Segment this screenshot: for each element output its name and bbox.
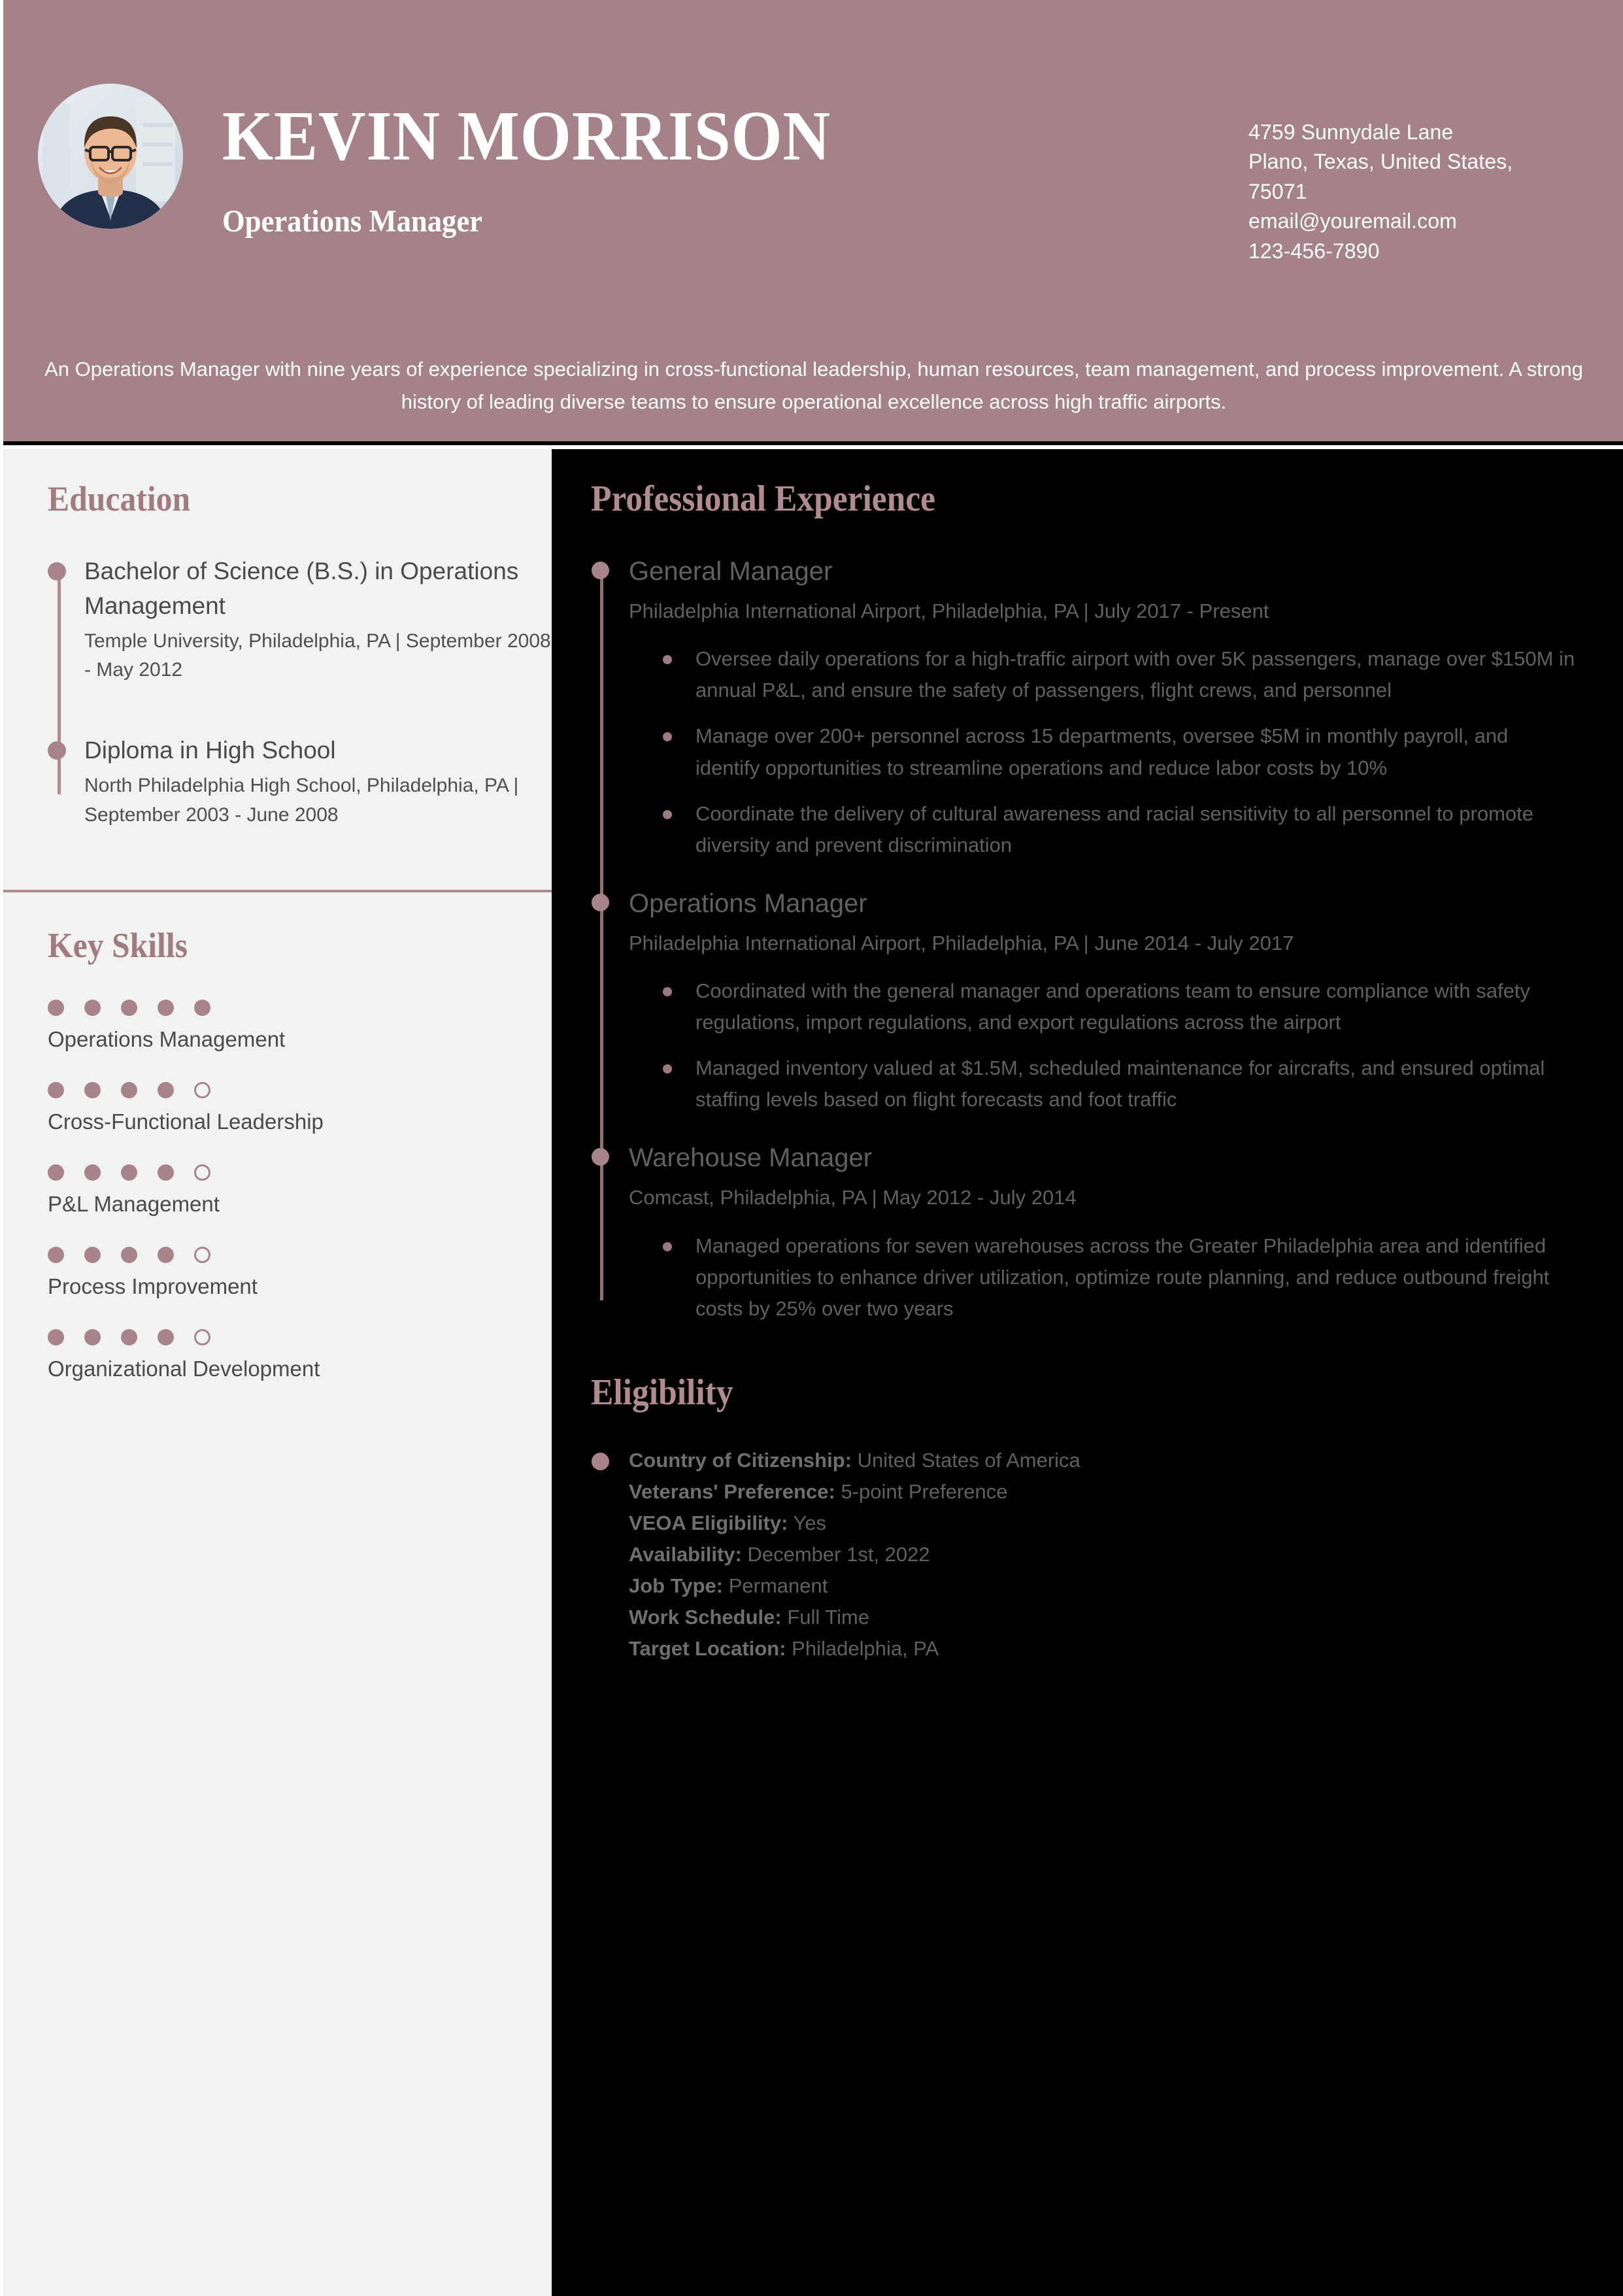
timeline-dot-icon [48, 562, 66, 581]
rating-dot-filled-icon [84, 1247, 101, 1263]
timeline-dot-icon [48, 741, 66, 760]
eligibility-label: Availability: [629, 1542, 742, 1566]
skill-rating [48, 1163, 552, 1181]
rating-dot-filled-icon [158, 1329, 174, 1345]
skill-rating [48, 1328, 552, 1346]
skill-item [48, 1328, 552, 1381]
education-timeline-rail [58, 569, 61, 794]
experience-bullets [629, 975, 1576, 1115]
experience-bullet: Managed operations for seven warehouses across the Greater Philadelphia area and identified opportunities to enhance driver utilization, optimize route planning, and reduce outbound freight costs by 25% over two years [663, 1230, 1576, 1325]
experience-list [591, 555, 1576, 1325]
rating-dot-filled-icon [48, 1329, 64, 1345]
experience-heading: Professional Experience [591, 479, 936, 519]
professional-summary [42, 353, 1585, 418]
rating-dot-filled-icon [84, 1164, 101, 1181]
skill-rating [48, 998, 552, 1017]
eligibility-row [629, 1602, 1576, 1633]
timeline-dot-icon [592, 894, 609, 911]
sidebar [3, 449, 552, 2296]
experience-meta: Philadelphia International Airport, Philadelphia, PA | July 2017 - Present [629, 599, 1269, 622]
skill-label: Organizational Development [48, 1357, 320, 1381]
experience-item [629, 1141, 1576, 1325]
education-heading: Education [48, 479, 191, 518]
eligibility-value: 5-point Preference [835, 1479, 1008, 1503]
eligibility-label: Country of Citizenship: [629, 1448, 852, 1472]
rating-dot-filled-icon [48, 1164, 64, 1181]
eligibility-label: Job Type: [629, 1574, 724, 1597]
eligibility-row [629, 1476, 1576, 1508]
contact-info [1248, 118, 1588, 266]
eligibility-heading: Eligibility [591, 1372, 733, 1413]
key-skills-section [3, 892, 552, 1381]
experience-item [629, 555, 1576, 861]
contact-phone[interactable]: 123-456-7890 [1248, 239, 1380, 263]
skill-label: P&L Management [48, 1192, 220, 1217]
eligibility-label: Target Location: [629, 1637, 786, 1661]
eligibility-section [591, 1372, 1576, 1664]
eligibility-row [629, 1508, 1576, 1539]
experience-bullets [629, 643, 1576, 860]
experience-bullet: Manage over 200+ personnel across 15 departments, oversee $5M in monthly payroll, and identify opportunities to streamline operations and reduce labor costs by 10% [663, 720, 1576, 783]
key-skills-heading: Key Skills [48, 926, 188, 966]
timeline-dot-icon [592, 1148, 609, 1166]
experience-role: Operations Manager [629, 888, 867, 918]
key-skills-list [48, 998, 552, 1381]
profile-photo-icon [38, 84, 183, 229]
candidate-name: KEVIN MORRISON [222, 97, 831, 175]
skill-label: Process Improvement [48, 1274, 258, 1299]
main-column [552, 449, 1623, 2296]
rating-dot-filled-icon [84, 1000, 101, 1016]
eligibility-row [629, 1570, 1576, 1602]
education-degree: Bachelor of Science (B.S.) in Operations Management [84, 558, 519, 619]
education-meta: North Philadelphia High School, Philadelphia, PA | September 2003 - June 2008 [84, 775, 519, 826]
rating-dot-filled-icon [121, 1000, 137, 1016]
education-item [84, 554, 552, 685]
skill-rating [48, 1245, 552, 1264]
candidate-job-title: Operations Manager [222, 204, 482, 239]
rating-dot-filled-icon [158, 1082, 174, 1098]
rating-dot-filled-icon [121, 1247, 137, 1263]
eligibility-value: Full Time [781, 1606, 870, 1629]
experience-bullet: Coordinated with the general manager and operations team to ensure compliance with safety regulations, import regulations, and export regulations across the airport [663, 975, 1576, 1038]
summary-text: An Operations Manager with nine years of experience specializing in cross-functional leadership, human resources, team management, and process improvement. A strong history of leading diverse teams to ensure operational excellence across high traffic airports. [44, 358, 1583, 414]
resume-header [3, 0, 1623, 445]
rating-dot-empty-icon [194, 1329, 210, 1345]
rating-dot-empty-icon [194, 1247, 210, 1263]
rating-dot-filled-icon [158, 1164, 174, 1181]
experience-bullet: Coordinate the delivery of cultural awareness and racial sensitivity to all personnel to promote diversity and prevent discrimination [663, 798, 1576, 861]
eligibility-label: Work Schedule: [629, 1606, 782, 1629]
rating-dot-filled-icon [48, 1247, 64, 1263]
experience-meta: Comcast, Philadelphia, PA | May 2012 - July 2014 [629, 1186, 1077, 1209]
rating-dot-filled-icon [194, 1000, 210, 1016]
eligibility-row [629, 1539, 1576, 1570]
eligibility-row [629, 1445, 1576, 1476]
skill-label: Operations Management [48, 1027, 286, 1052]
timeline-dot-icon [592, 562, 609, 579]
skill-label: Cross-Functional Leadership [48, 1109, 324, 1134]
page-edge-left [0, 0, 3, 2296]
experience-bullet: Managed inventory valued at $1.5M, scheduled maintenance for aircrafts, and ensured optimal staffing levels based on flight forecasts and foot traffic [663, 1053, 1576, 1115]
experience-role: Warehouse Manager [629, 1143, 873, 1173]
contact-address-line1: 4759 Sunnydale Lane [1248, 120, 1454, 144]
contact-email[interactable]: email@youremail.com [1248, 209, 1457, 233]
rating-dot-filled-icon [84, 1329, 101, 1345]
education-meta: Temple University, Philadelphia, PA | September 2008 - May 2012 [84, 630, 551, 681]
eligibility-list [591, 1445, 1576, 1664]
eligibility-value: Permanent [723, 1574, 828, 1597]
experience-meta: Philadelphia International Airport, Philadelphia, PA | June 2014 - July 2017 [629, 931, 1294, 954]
skill-item [48, 1081, 552, 1134]
rating-dot-filled-icon [48, 1000, 64, 1016]
rating-dot-filled-icon [158, 1000, 174, 1016]
avatar [38, 84, 183, 229]
eligibility-value: Philadelphia, PA [786, 1637, 939, 1661]
experience-bullet: Oversee daily operations for a high-traffic airport with over 5K passengers, manage over $150M in annual P&L, and ensure the safety of passengers, flight crews, and personnel [663, 643, 1576, 706]
eligibility-row [629, 1633, 1576, 1664]
rating-dot-filled-icon [121, 1329, 137, 1345]
skill-item [48, 1163, 552, 1217]
rating-dot-empty-icon [194, 1082, 210, 1098]
eligibility-value: December 1st, 2022 [741, 1542, 930, 1566]
skill-rating [48, 1081, 552, 1099]
experience-item [629, 887, 1576, 1116]
contact-zip: 75071 [1248, 179, 1307, 203]
rating-dot-filled-icon [121, 1082, 137, 1098]
rating-dot-filled-icon [84, 1082, 101, 1098]
experience-bullets [629, 1230, 1576, 1325]
experience-timeline-rail [600, 568, 603, 1300]
rating-dot-filled-icon [48, 1082, 64, 1098]
eligibility-value: Yes [788, 1511, 827, 1534]
eligibility-value: United States of America [851, 1448, 1080, 1472]
education-item [84, 734, 552, 830]
resume-body [3, 449, 1623, 2296]
timeline-dot-icon [592, 1453, 609, 1470]
rating-dot-filled-icon [121, 1164, 137, 1181]
education-section [3, 449, 552, 830]
name-block [222, 97, 877, 239]
eligibility-label: Veterans' Preference: [629, 1479, 835, 1503]
contact-address-line2: Plano, Texas, United States, [1248, 150, 1513, 174]
rating-dot-empty-icon [194, 1164, 210, 1181]
education-list [48, 554, 552, 830]
experience-role: General Manager [629, 557, 833, 586]
eligibility-label: VEOA Eligibility: [629, 1511, 788, 1534]
education-degree: Diploma in High School [84, 736, 336, 764]
rating-dot-filled-icon [158, 1247, 174, 1263]
skill-item [48, 1245, 552, 1299]
skill-item [48, 998, 552, 1052]
